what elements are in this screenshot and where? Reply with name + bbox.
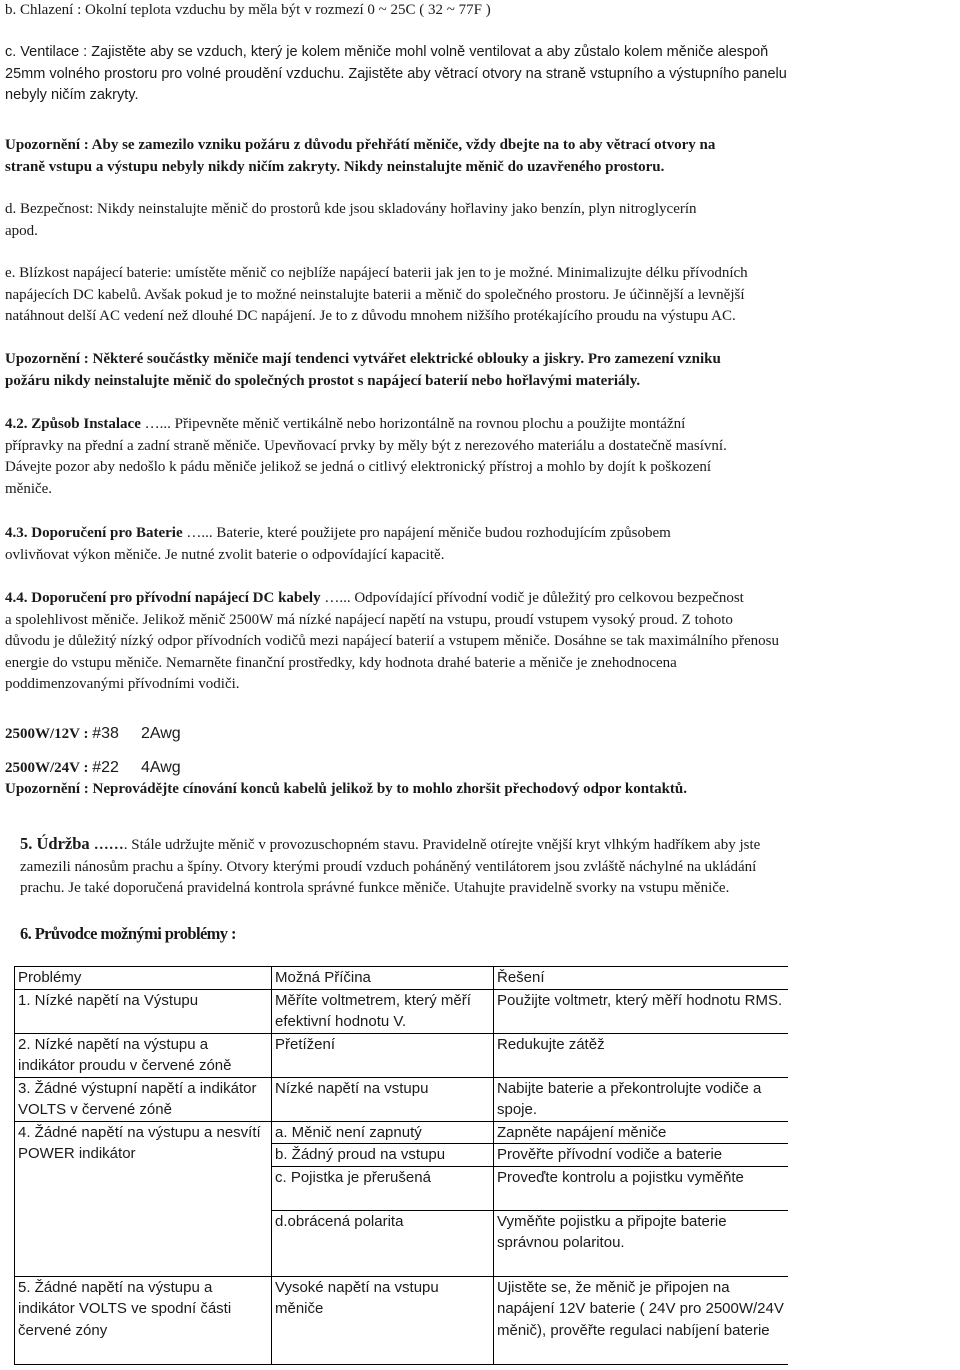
section-heading: 4.4. Doporučení pro přívodní napájecí DC kabely [5, 590, 325, 606]
section-heading: 6. Průvodce možnými problémy : [20, 924, 236, 943]
text-line: b. Chlazení : Okolní teplota vzduchu by měla být v rozmezí 0 ~ 25C ( 32 ~ 77F ) [5, 2, 491, 18]
section-4-3-batteries [5, 523, 671, 566]
table-header-cell: Problémy [15, 967, 272, 990]
text-line: Upozornění : Některé součástky měniče mají tendenci vytvářet elektrické oblouky a jiskry. Pro zamezení vzniku [5, 351, 721, 367]
cause-cell: d.obrácená polarita [272, 1210, 494, 1276]
table-row [15, 1033, 788, 1077]
text-line: apod. [5, 222, 38, 239]
solution-cell: Vyměňte pojistku a připojte baterie správnou polaritou. [494, 1210, 788, 1276]
section-6-troubleshooting [20, 923, 236, 945]
text-line: napájecích DC kabelů. Avšak pokud je to možné neinstalujte baterii a měnič do společného prostoru. Je účinnější a levnější [5, 286, 745, 303]
text-line: natáhnout delší AC vedení než dlouhé DC napájení. Je to z důvodu mnohem nižšího protékajícího proudu na výstupu AC. [5, 308, 736, 324]
text-line: . Stále udržujte měnič v provozuschopném stavu. Pravidelně otírejte vnější kryt vlhkým hadříkem aby jste [123, 837, 761, 853]
table-header-cell: Řešení [494, 967, 788, 990]
solution-cell: Proveďte kontrolu a pojistku vyměňte [494, 1166, 788, 1210]
problem-cell: 2. Nízké napětí na výstupu a indikátor proudu v červené zóně [15, 1033, 272, 1077]
text-line: prachu. Je také doporučená pravidelná kontrola správné funkce měniče. Utahujte pravidelně svorky na vstupu měniče. [20, 880, 730, 896]
text-line: měniče. [5, 480, 53, 497]
cause-cell: a. Měnič není zapnutý [272, 1121, 494, 1144]
cable-spec-24v [5, 757, 181, 780]
problem-cell: 1. Nízké napětí na Výstupu [15, 989, 272, 1033]
cable-gauge: 4Awg [140, 759, 181, 776]
text-line: 25mm volného prostoru pro volné proudění vzduchu. Zajistěte aby větrací otvory na straně vstupního a výstupního panelu [5, 65, 787, 82]
troubleshooting-table [14, 966, 788, 1365]
text-line: e. Blízkost napájecí baterie: umístěte měnič co nejblíže napájecí baterii jak jen to je možné. Minimalizujte délku přívodních [5, 265, 748, 281]
warning-sparks [5, 349, 721, 392]
section-heading: 4.3. Doporučení pro Baterie [5, 525, 187, 541]
text-line: ovlivňovat výkon měniče. Je nutné zvolit baterie o odpovídající kapacitě. [5, 546, 445, 563]
table-header-cell: Možná Příčina [272, 967, 494, 990]
text-line: energie do vstupu měniče. Nemarněte finanční prostředky, kdy hodnota drahé baterie a měniče je znehodnocena [5, 654, 677, 671]
heading-dots: …… [93, 837, 124, 853]
solution-cell: Zapněte napájení měniče [494, 1121, 788, 1144]
section-heading: 5. Údržba [20, 834, 94, 853]
text-line: Upozornění : Aby se zamezilo vzniku požáru z důvodu přehřátí měniče, vždy dbejte na to aby větrací otvory na [5, 137, 716, 153]
text-line: a spolehlivost měniče. Jelikož měnič 2500W má nízké napájecí napětí na vstupu, proudí vstupem vysoký proud. Z tohoto [5, 611, 733, 628]
table-header-row [15, 967, 788, 990]
cause-cell: Měříte voltmetrem, který měří efektivní hodnotu V. [272, 989, 494, 1033]
text-line: …... Odpovídající přívodní vodič je důležitý pro celkovou bezpečnost [324, 590, 744, 606]
text-line: přípravky na přední a zadní straně měniče. Upevňovací prvky by měly být z nerezového materiálu a dostatečně masívní. [5, 437, 727, 454]
text-line: …... Připevněte měnič vertikálně nebo horizontálně na rovnou plochu a použijte montážní [144, 416, 686, 432]
text-line: straně vstupu a výstupu nebyly nikdy ničím zakryty. Nikdy neinstalujte měnič do uzavřeného prostoru. [5, 158, 665, 175]
cause-cell: Nízké napětí na vstupu [272, 1077, 494, 1121]
warning-tinning [5, 779, 687, 801]
text-line: c. Ventilace : Zajistěte aby se vzduch, který je kolem měniče mohl volně ventilovat a aby zůstalo kolem měniče alespoň [5, 44, 769, 60]
table-row [15, 989, 788, 1033]
cable-gauge: 2Awg [140, 725, 181, 742]
solution-cell: Prověřte přívodní vodiče a baterie [494, 1144, 788, 1167]
paragraph-ventilation [5, 42, 955, 107]
text-line: Dávejte pozor aby nedošlo k pádu měniče jelikož se jedná o citlivý elektronický přístroj a mohlo by dojít k poškození [5, 459, 712, 475]
text-line: požáru nikdy neinstalujte měnič do společných prostot s napájecí baterií nebo hořlavými materiály. [5, 372, 641, 389]
cable-label: 2500W/24V : [5, 760, 93, 776]
problem-cell: 4. Žádné napětí na výstupu a nesvítí POWER indikátor [15, 1121, 272, 1276]
section-4-4-dc-cables [5, 588, 779, 696]
warning-ventilation [5, 135, 715, 178]
problem-cell: 3. Žádné výstupní napětí a indikátor VOLTS v červené zóně [15, 1077, 272, 1121]
section-5-maintenance [20, 833, 760, 900]
cause-cell: b. Žádný proud na vstupu [272, 1144, 494, 1167]
section-heading: 4.2. Způsob Instalace [5, 416, 145, 432]
cause-cell: Vysoké napětí na vstupu měniče [272, 1276, 494, 1364]
paragraph-cooling [5, 0, 491, 22]
cable-label: 2500W/12V : [5, 726, 93, 742]
text-line: důvodu je důležitý nízký odpor přívodních vodičů mezi napájecí baterií a vstupem měniče. Dosáhne se tak maximálního přenosu [5, 633, 779, 649]
text-line: poddimenzovanými přívodními vodiči. [5, 676, 240, 692]
section-4-2-installation [5, 414, 727, 500]
text-line: Upozornění : Neprovádějte cínování konců kabelů jelikož by to mohlo zhoršit přechodový odpor kontaktů. [5, 781, 687, 797]
solution-cell: Redukujte zátěž [494, 1033, 788, 1077]
table-row [15, 1121, 788, 1144]
solution-cell: Ujistěte se, že měnič je připojen na napájení 12V baterie ( 24V pro 2500W/24V měnič), prověřte regulaci nabíjení baterie [494, 1276, 788, 1364]
cable-awg: #22 [92, 759, 119, 776]
solution-cell: Použijte voltmetr, který měří hodnotu RMS. [494, 989, 788, 1033]
cause-cell: Přetížení [272, 1033, 494, 1077]
cause-cell: c. Pojistka je přerušená [272, 1166, 494, 1210]
solution-cell: Nabijte baterie a překontrolujte vodiče a spoje. [494, 1077, 788, 1121]
text-line: zamezili nánosům prachu a špíny. Otvory kterými proudí vzduch poháněný ventilátorem jsou zvláště náchylné na ukládání [20, 858, 757, 875]
cable-awg: #38 [92, 725, 119, 742]
table-row [15, 1077, 788, 1121]
text-line: d. Bezpečnost: Nikdy neinstalujte měnič do prostorů kde jsou skladovány hořlaviny jako benzín, plyn nitroglycerín [5, 201, 697, 217]
text-line: nebyly ničím zakryty. [5, 87, 139, 103]
cable-spec-12v [5, 723, 181, 746]
paragraph-safety [5, 199, 697, 242]
problem-cell: 5. Žádné napětí na výstupu a indikátor VOLTS ve spodní části červené zóny [15, 1276, 272, 1364]
text-line: …... Baterie, které použijete pro napájení měniče budou rozhodujícím způsobem [186, 525, 671, 541]
paragraph-battery-proximity [5, 263, 748, 328]
table-row [15, 1276, 788, 1364]
